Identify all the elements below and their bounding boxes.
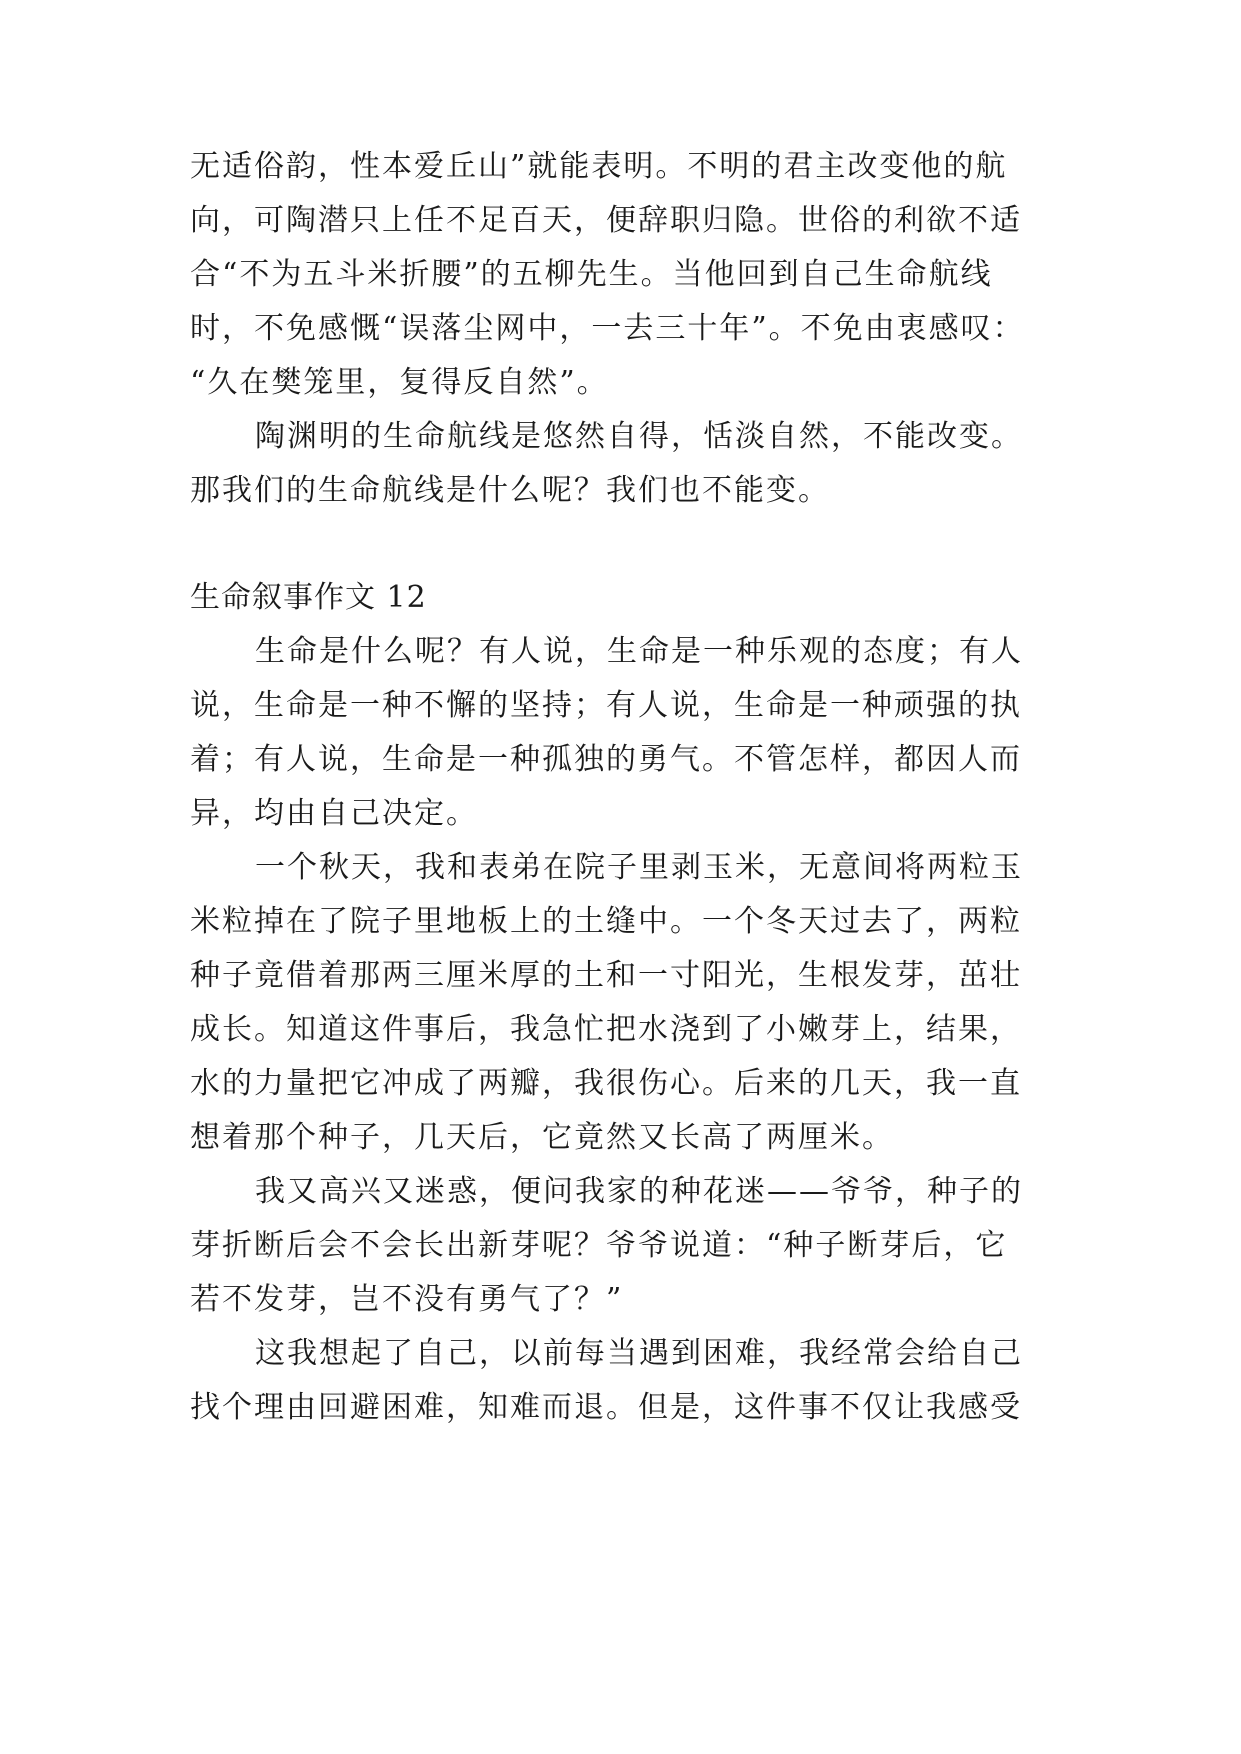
text-line: 水的力量把它冲成了两瓣，我很伤心。后来的几天，我一直 (190, 1066, 1022, 1101)
text-line: 我又高兴又迷惑，便问我家的种花迷——爷爷，种子的 (255, 1174, 1023, 1209)
text-line: 说，生命是一种不懈的坚持；有人说，生命是一种顽强的执 (190, 688, 1022, 723)
text-line: 时，不免感慨“误落尘网中，一去三十年”。不免由衷感叹： (190, 311, 1025, 346)
text-line: 这我想起了自己，以前每当遇到困难，我经常会给自己 (255, 1336, 1023, 1371)
text-line: 异，均由自己决定。 (190, 796, 478, 831)
text-line: 陶渊明的生命航线是悠然自得，恬淡自然，不能改变。 (255, 419, 1023, 454)
text-line: 向，可陶潜只上任不足百天，便辞职归隐。世俗的利欲不适 (190, 203, 1022, 238)
text-line: 种子竟借着那两三厘米厚的土和一寸阳光，生根发芽，茁壮 (190, 958, 1022, 993)
text-line: “久在樊笼里，复得反自然”。 (190, 365, 609, 400)
text-line: 无适俗韵，性本爱丘山”就能表明。不明的君主改变他的航 (190, 149, 1008, 184)
text-line: 若不发芽，岂不没有勇气了？” (190, 1282, 624, 1317)
text-line: 生命是什么呢？有人说，生命是一种乐观的态度；有人 (255, 634, 1023, 669)
text-line: 那我们的生命航线是什么呢？我们也不能变。 (190, 473, 830, 508)
text-line: 成长。知道这件事后，我急忙把水浇到了小嫩芽上，结果， (190, 1012, 1022, 1047)
text-line: 合“不为五斗米折腰”的五柳先生。当他回到自己生命航线 (190, 257, 993, 292)
text-line: 米粒掉在了院子里地板上的土缝中。一个冬天过去了，两粒 (190, 904, 1022, 939)
text-line: 想着那个种子，几天后，它竟然又长高了两厘米。 (190, 1120, 894, 1155)
text-line: 着；有人说，生命是一种孤独的勇气。不管怎样，都因人而 (190, 742, 1022, 777)
text-line: 一个秋天，我和表弟在院子里剥玉米，无意间将两粒玉 (255, 850, 1023, 885)
section-heading: 生命叙事作文 12 (190, 580, 427, 615)
text-line: 芽折断后会不会长出新芽呢？爷爷说道：“种子断芽后，它 (190, 1228, 1008, 1263)
text-line: 找个理由回避困难，知难而退。但是，这件事不仅让我感受 (190, 1390, 1022, 1425)
